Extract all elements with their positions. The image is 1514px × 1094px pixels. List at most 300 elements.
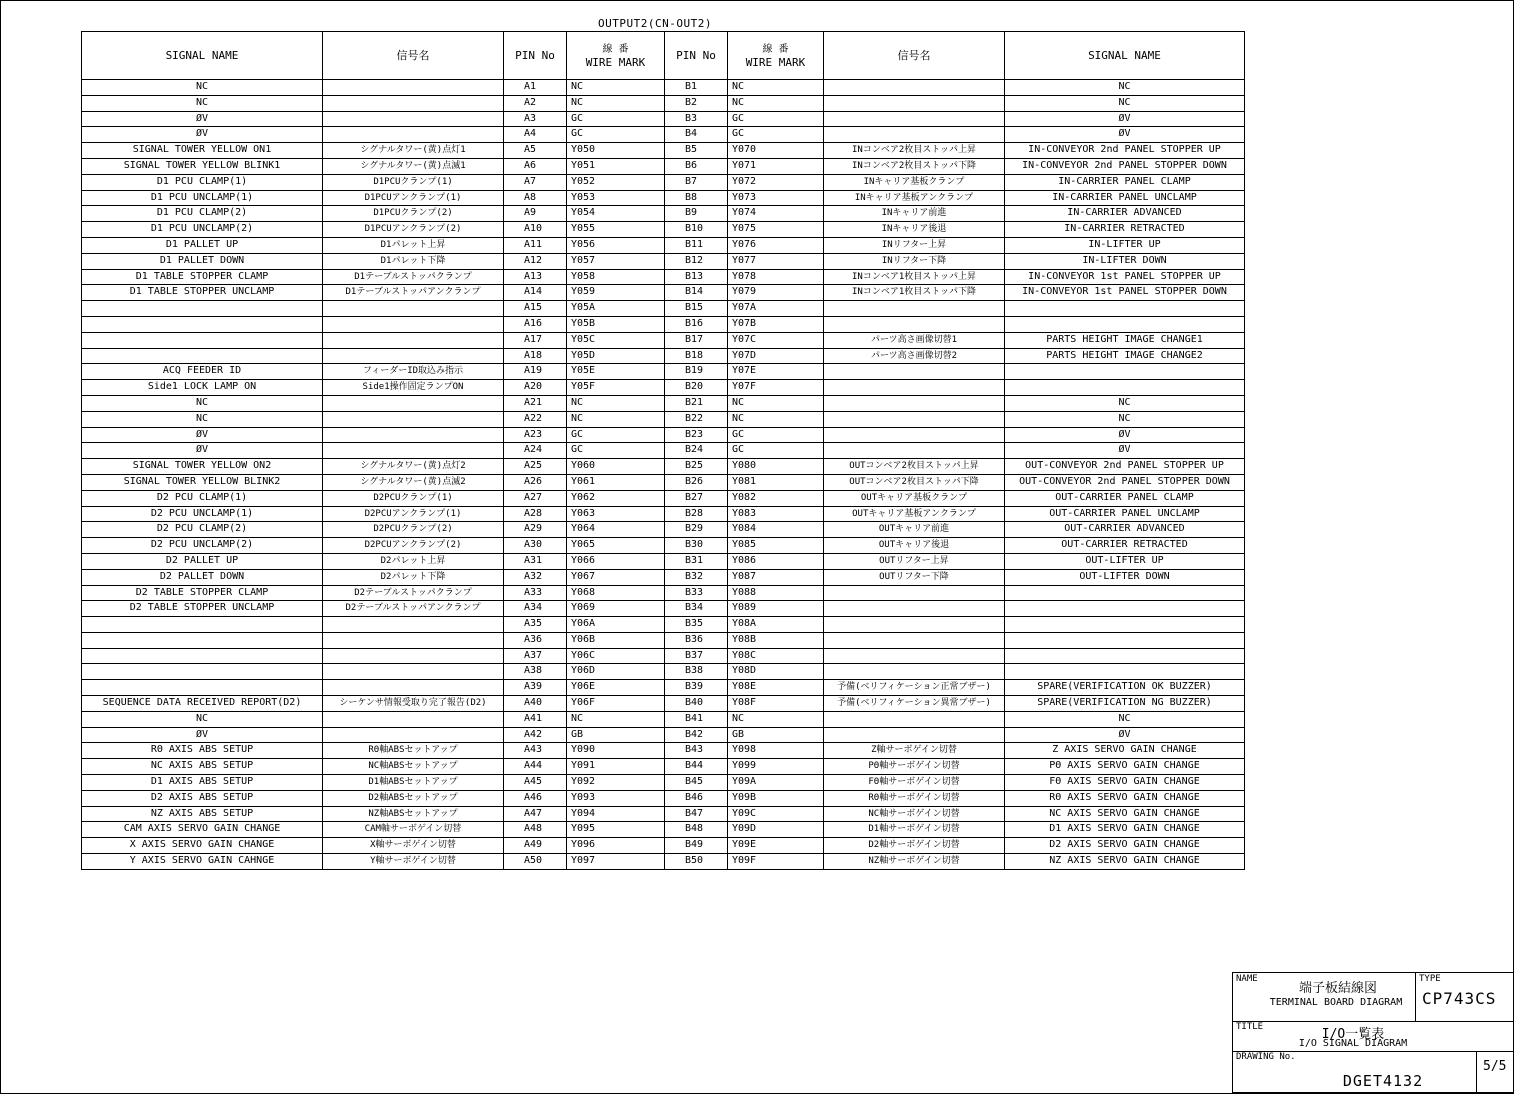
shingo-a-cell [323, 427, 504, 443]
pin-b-cell: B21 [665, 395, 728, 411]
signal-name-b-cell: OUT-CONVEYOR 2nd PANEL STOPPER DOWN [1005, 474, 1245, 490]
pin-b-cell: B27 [665, 490, 728, 506]
shingo-b-cell: INコンベア1枚目ストッパ上昇 [824, 269, 1005, 285]
pin-a-cell: A18 [504, 348, 567, 364]
pin-b-cell: B5 [665, 143, 728, 159]
wire-mark-a-cell: Y091 [567, 759, 665, 775]
shingo-a-cell [323, 301, 504, 317]
type-label: TYPE [1419, 974, 1441, 984]
signal-name-b-cell [1005, 601, 1245, 617]
wire-mark-b-cell: Y076 [728, 237, 824, 253]
wire-mark-b-cell: GC [728, 427, 824, 443]
signal-name-b-cell [1005, 364, 1245, 380]
shingo-a-cell: シグナルタワー(黄)点滅1 [323, 158, 504, 174]
pin-a-cell: A31 [504, 553, 567, 569]
table-row [82, 222, 1245, 238]
wire-mark-a-cell: Y090 [567, 743, 665, 759]
shingo-a-cell [323, 95, 504, 111]
signal-name-a-cell: D1 PCU CLAMP(1) [82, 174, 323, 190]
shingo-a-cell: D2PCUアンクランプ(2) [323, 538, 504, 554]
wire-mark-b-cell: Y099 [728, 759, 824, 775]
pin-b-cell: B41 [665, 711, 728, 727]
signal-name-a-cell: D1 PCU UNCLAMP(2) [82, 222, 323, 238]
pin-a-cell: A4 [504, 127, 567, 143]
header-wire-en: WIRE MARK [745, 55, 806, 69]
pin-b-cell: B13 [665, 269, 728, 285]
signal-name-a-cell: ØV [82, 111, 323, 127]
shingo-a-cell: D1PCUアンクランプ(1) [323, 190, 504, 206]
pin-b-cell: B36 [665, 632, 728, 648]
pin-b-cell: B50 [665, 854, 728, 870]
signal-name-b-cell: FΘ AXIS SERVO GAIN CHANGE [1005, 775, 1245, 791]
drawing-name-ja: 端子板結線図 [1298, 981, 1377, 996]
table-row [82, 522, 1245, 538]
pin-a-cell: A20 [504, 380, 567, 396]
shingo-b-cell: OUTキャリア後退 [824, 538, 1005, 554]
table-row [82, 301, 1245, 317]
pin-a-cell: A9 [504, 206, 567, 222]
shingo-b-cell [824, 601, 1005, 617]
pin-a-cell: A44 [504, 759, 567, 775]
table-row [82, 427, 1245, 443]
signal-name-b-cell: NC [1005, 411, 1245, 427]
table-row [82, 174, 1245, 190]
pin-a-cell: A21 [504, 395, 567, 411]
signal-name-b-cell: OUT-CARRIER RETRACTED [1005, 538, 1245, 554]
signal-name-b-cell: Z AXIS SERVO GAIN CHANGE [1005, 743, 1245, 759]
pin-b-cell: B49 [665, 838, 728, 854]
table-row [82, 711, 1245, 727]
pin-b-cell: B8 [665, 190, 728, 206]
signal-name-a-cell: X AXIS SERVO GAIN CHANGE [82, 838, 323, 854]
signal-name-a-cell: D2 PALLET UP [82, 553, 323, 569]
drawing-title-ja: I/O一覧表 [1321, 1027, 1385, 1042]
signal-name-b-cell [1005, 585, 1245, 601]
table-row [82, 743, 1245, 759]
pin-a-cell: A25 [504, 459, 567, 475]
shingo-a-cell: NZ軸ABSセットアップ [323, 806, 504, 822]
wire-mark-b-cell: NC [728, 711, 824, 727]
signal-name-b-cell [1005, 617, 1245, 633]
wire-mark-a-cell: Y05F [567, 380, 665, 396]
wire-mark-a-cell: Y050 [567, 143, 665, 159]
wire-mark-a-cell: Y06E [567, 680, 665, 696]
table-row [82, 854, 1245, 870]
wire-mark-a-cell: GB [567, 727, 665, 743]
pin-a-cell: A35 [504, 617, 567, 633]
shingo-b-cell [824, 301, 1005, 317]
signal-name-b-cell: IN-CARRIER PANEL UNCLAMP [1005, 190, 1245, 206]
shingo-b-cell: NZ軸サーボゲイン切替 [824, 854, 1005, 870]
wire-mark-a-cell: Y052 [567, 174, 665, 190]
pin-a-cell: A11 [504, 237, 567, 253]
pin-a-cell: A33 [504, 585, 567, 601]
title-block [1232, 972, 1514, 1093]
pin-a-cell: A27 [504, 490, 567, 506]
signal-name-b-cell: PΘ AXIS SERVO GAIN CHANGE [1005, 759, 1245, 775]
shingo-b-cell: INコンベア2枚目ストッパ下降 [824, 158, 1005, 174]
signal-name-b-cell: PARTS HEIGHT IMAGE CHANGE1 [1005, 332, 1245, 348]
shingo-a-cell [323, 648, 504, 664]
pin-a-cell: A2 [504, 95, 567, 111]
table-row [82, 332, 1245, 348]
shingo-a-cell [323, 711, 504, 727]
shingo-a-cell: Side1操作固定ランプON [323, 380, 504, 396]
wire-mark-a-cell: Y054 [567, 206, 665, 222]
signal-name-b-cell: NC [1005, 80, 1245, 96]
pin-b-cell: B42 [665, 727, 728, 743]
pin-b-cell: B12 [665, 253, 728, 269]
signal-name-a-cell: D1 PALLET UP [82, 237, 323, 253]
wire-mark-b-cell: Y080 [728, 459, 824, 475]
signal-name-b-cell: IN-LIFTER UP [1005, 237, 1245, 253]
header-wire-mark-a [567, 32, 665, 80]
wire-mark-b-cell: Y081 [728, 474, 824, 490]
table-body [82, 80, 1245, 870]
pin-b-cell: B48 [665, 822, 728, 838]
shingo-a-cell: Y軸サーボゲイン切替 [323, 854, 504, 870]
shingo-b-cell: INコンベア2枚目ストッパ上昇 [824, 143, 1005, 159]
signal-name-a-cell: RΘ AXIS ABS SETUP [82, 743, 323, 759]
signal-name-a-cell: NC [82, 95, 323, 111]
pin-a-cell: A47 [504, 806, 567, 822]
shingo-b-cell: パーツ高さ画像切替1 [824, 332, 1005, 348]
shingo-a-cell [323, 632, 504, 648]
table-row [82, 585, 1245, 601]
pin-b-cell: B17 [665, 332, 728, 348]
wire-mark-b-cell: Y085 [728, 538, 824, 554]
wire-mark-b-cell: Y08B [728, 632, 824, 648]
pin-a-cell: A32 [504, 569, 567, 585]
shingo-a-cell: D1パレット上昇 [323, 237, 504, 253]
wire-mark-a-cell: Y05A [567, 301, 665, 317]
table-row [82, 443, 1245, 459]
pin-a-cell: A28 [504, 506, 567, 522]
table-row [82, 158, 1245, 174]
pin-a-cell: A17 [504, 332, 567, 348]
table-row [82, 411, 1245, 427]
signal-name-b-cell: NC [1005, 395, 1245, 411]
wire-mark-b-cell: Y09E [728, 838, 824, 854]
table-row [82, 459, 1245, 475]
signal-name-a-cell: D1 TABLE STOPPER CLAMP [82, 269, 323, 285]
pin-b-cell: B9 [665, 206, 728, 222]
table-row [82, 838, 1245, 854]
pin-b-cell: B30 [665, 538, 728, 554]
shingo-a-cell: シーケンサ情報受取り完了報告(D2) [323, 696, 504, 712]
table-row [82, 316, 1245, 332]
wire-mark-a-cell: Y06F [567, 696, 665, 712]
wire-mark-b-cell: Y087 [728, 569, 824, 585]
shingo-a-cell [323, 395, 504, 411]
wire-mark-b-cell: Y09B [728, 790, 824, 806]
wire-mark-b-cell: Y07E [728, 364, 824, 380]
table-row [82, 285, 1245, 301]
pin-a-cell: A23 [504, 427, 567, 443]
signal-name-a-cell: Side1 LOCK LAMP ON [82, 380, 323, 396]
signal-name-a-cell [82, 648, 323, 664]
pin-b-cell: B18 [665, 348, 728, 364]
wire-mark-a-cell: Y093 [567, 790, 665, 806]
signal-name-b-cell: NC [1005, 95, 1245, 111]
pin-a-cell: A1 [504, 80, 567, 96]
shingo-a-cell: シグナルタワー(黄)点滅2 [323, 474, 504, 490]
wire-mark-b-cell: Y077 [728, 253, 824, 269]
shingo-b-cell [824, 364, 1005, 380]
signal-name-b-cell: OUT-LIFTER UP [1005, 553, 1245, 569]
shingo-b-cell: D1軸サーボゲイン切替 [824, 822, 1005, 838]
shingo-b-cell: パーツ高さ画像切替2 [824, 348, 1005, 364]
wire-mark-a-cell: Y068 [567, 585, 665, 601]
signal-name-b-cell [1005, 316, 1245, 332]
table-title: OUTPUT2(CN-OUT2) [598, 17, 712, 30]
shingo-a-cell: D2軸ABSセットアップ [323, 790, 504, 806]
signal-name-a-cell: SIGNAL TOWER YELLOW BLINK2 [82, 474, 323, 490]
shingo-b-cell: NC軸サーボゲイン切替 [824, 806, 1005, 822]
pin-a-cell: A22 [504, 411, 567, 427]
wire-mark-b-cell: Y07F [728, 380, 824, 396]
pin-b-cell: B39 [665, 680, 728, 696]
signal-name-a-cell: D2 TABLE STOPPER UNCLAMP [82, 601, 323, 617]
table-row [82, 506, 1245, 522]
header-signal-name-left: SIGNAL NAME [82, 32, 323, 80]
pin-b-cell: B24 [665, 443, 728, 459]
wire-mark-b-cell: Y084 [728, 522, 824, 538]
pin-a-cell: A43 [504, 743, 567, 759]
shingo-a-cell: D1PCUクランプ(2) [323, 206, 504, 222]
pin-a-cell: A36 [504, 632, 567, 648]
pin-a-cell: A7 [504, 174, 567, 190]
wire-mark-a-cell: Y059 [567, 285, 665, 301]
signal-name-a-cell: NZ AXIS ABS SETUP [82, 806, 323, 822]
shingo-a-cell: D2PCUクランプ(2) [323, 522, 504, 538]
table-row [82, 680, 1245, 696]
shingo-b-cell: INキャリア基板アンクランプ [824, 190, 1005, 206]
signal-name-a-cell: D2 PCU CLAMP(1) [82, 490, 323, 506]
wire-mark-b-cell: Y09F [728, 854, 824, 870]
sheet-number: 5/5 [1483, 1059, 1507, 1074]
table-row [82, 727, 1245, 743]
pin-a-cell: A16 [504, 316, 567, 332]
table-row [82, 775, 1245, 791]
header-wire-mark-b [728, 32, 824, 80]
shingo-a-cell [323, 332, 504, 348]
signal-name-a-cell: D2 AXIS ABS SETUP [82, 790, 323, 806]
pin-b-cell: B19 [665, 364, 728, 380]
table-row [82, 617, 1245, 633]
signal-name-b-cell: ØV [1005, 111, 1245, 127]
wire-mark-a-cell: NC [567, 80, 665, 96]
shingo-b-cell: INリフター上昇 [824, 237, 1005, 253]
wire-mark-b-cell: Y08E [728, 680, 824, 696]
header-wire-en: WIRE MARK [585, 55, 646, 69]
signal-name-b-cell: RΘ AXIS SERVO GAIN CHANGE [1005, 790, 1245, 806]
shingo-b-cell: 予備(ベリフィケーション異常ブザー) [824, 696, 1005, 712]
shingo-a-cell: フィーダーID取込み指示 [323, 364, 504, 380]
pin-b-cell: B4 [665, 127, 728, 143]
header-pin-no-b: PIN No [665, 32, 728, 80]
shingo-a-cell [323, 664, 504, 680]
pin-b-cell: B7 [665, 174, 728, 190]
sheet-box [1476, 1051, 1514, 1092]
signal-name-b-cell: IN-CONVEYOR 2nd PANEL STOPPER DOWN [1005, 158, 1245, 174]
signal-name-b-cell: OUT-CARRIER ADVANCED [1005, 522, 1245, 538]
pin-b-cell: B43 [665, 743, 728, 759]
table-row [82, 80, 1245, 96]
table-row [82, 190, 1245, 206]
signal-name-b-cell: OUT-LIFTER DOWN [1005, 569, 1245, 585]
pin-b-cell: B31 [665, 553, 728, 569]
shingo-b-cell: PΘ軸サーボゲイン切替 [824, 759, 1005, 775]
wire-mark-a-cell: Y05D [567, 348, 665, 364]
wire-mark-a-cell: Y092 [567, 775, 665, 791]
signal-name-b-cell: ØV [1005, 427, 1245, 443]
wire-mark-b-cell: Y073 [728, 190, 824, 206]
wire-mark-b-cell: Y08C [728, 648, 824, 664]
pin-b-cell: B37 [665, 648, 728, 664]
signal-name-b-cell: IN-LIFTER DOWN [1005, 253, 1245, 269]
wire-mark-a-cell: NC [567, 395, 665, 411]
signal-name-a-cell [82, 632, 323, 648]
wire-mark-a-cell: Y060 [567, 459, 665, 475]
pin-a-cell: A3 [504, 111, 567, 127]
table-row [82, 474, 1245, 490]
table-row [82, 111, 1245, 127]
wire-mark-a-cell: Y097 [567, 854, 665, 870]
shingo-a-cell: D2パレット上昇 [323, 553, 504, 569]
wire-mark-b-cell: Y07B [728, 316, 824, 332]
wire-mark-a-cell: Y069 [567, 601, 665, 617]
wire-mark-b-cell: Y071 [728, 158, 824, 174]
wire-mark-b-cell: Y088 [728, 585, 824, 601]
table-row [82, 364, 1245, 380]
signal-name-b-cell: OUT-CONVEYOR 2nd PANEL STOPPER UP [1005, 459, 1245, 475]
shingo-a-cell: D1PCUアンクランプ(2) [323, 222, 504, 238]
signal-name-a-cell: D1 AXIS ABS SETUP [82, 775, 323, 791]
wire-mark-b-cell: NC [728, 395, 824, 411]
shingo-a-cell [323, 80, 504, 96]
shingo-b-cell: Z軸サーボゲイン切替 [824, 743, 1005, 759]
signal-name-b-cell: ØV [1005, 127, 1245, 143]
wire-mark-b-cell: GC [728, 443, 824, 459]
pin-b-cell: B44 [665, 759, 728, 775]
shingo-b-cell: 予備(ベリフィケーション正常ブザー) [824, 680, 1005, 696]
signal-name-b-cell: IN-CARRIER RETRACTED [1005, 222, 1245, 238]
signal-name-a-cell: ØV [82, 427, 323, 443]
wire-mark-a-cell: Y062 [567, 490, 665, 506]
table-row [82, 206, 1245, 222]
shingo-a-cell: CAM軸サーボゲイン切替 [323, 822, 504, 838]
shingo-a-cell [323, 411, 504, 427]
pin-b-cell: B10 [665, 222, 728, 238]
signal-name-b-cell: IN-CARRIER ADVANCED [1005, 206, 1245, 222]
signal-name-a-cell: NC [82, 80, 323, 96]
signal-name-a-cell: ØV [82, 727, 323, 743]
pin-a-cell: A41 [504, 711, 567, 727]
pin-b-cell: B20 [665, 380, 728, 396]
header-signal-name-right: SIGNAL NAME [1005, 32, 1245, 80]
shingo-b-cell [824, 585, 1005, 601]
shingo-b-cell [824, 427, 1005, 443]
drawing-number: DGET4132 [1342, 1072, 1424, 1090]
wire-mark-a-cell: GC [567, 443, 665, 459]
table-row [82, 237, 1245, 253]
signal-name-b-cell: IN-CONVEYOR 1st PANEL STOPPER DOWN [1005, 285, 1245, 301]
wire-mark-a-cell: Y06A [567, 617, 665, 633]
pin-b-cell: B3 [665, 111, 728, 127]
shingo-a-cell [323, 111, 504, 127]
title-label: TITLE [1236, 1022, 1264, 1032]
table-row [82, 490, 1245, 506]
signal-name-a-cell: CAM AXIS SERVO GAIN CHANGE [82, 822, 323, 838]
table-row [82, 269, 1245, 285]
shingo-b-cell [824, 711, 1005, 727]
io-signal-table [81, 31, 1245, 870]
signal-name-a-cell [82, 301, 323, 317]
wire-mark-a-cell: Y05B [567, 316, 665, 332]
table-row [82, 380, 1245, 396]
shingo-a-cell: D2パレット下降 [323, 569, 504, 585]
pin-b-cell: B22 [665, 411, 728, 427]
title-block-drawing-row [1233, 1051, 1513, 1092]
wire-mark-b-cell: Y074 [728, 206, 824, 222]
signal-name-a-cell: D1 PALLET DOWN [82, 253, 323, 269]
shingo-a-cell: D1パレット下降 [323, 253, 504, 269]
shingo-b-cell [824, 617, 1005, 633]
shingo-b-cell: OUTコンベア2枚目ストッパ上昇 [824, 459, 1005, 475]
pin-a-cell: A10 [504, 222, 567, 238]
wire-mark-a-cell: Y065 [567, 538, 665, 554]
signal-name-b-cell [1005, 301, 1245, 317]
wire-mark-a-cell: Y053 [567, 190, 665, 206]
signal-name-a-cell: D2 TABLE STOPPER CLAMP [82, 585, 323, 601]
signal-name-a-cell [82, 664, 323, 680]
shingo-b-cell [824, 411, 1005, 427]
wire-mark-b-cell: NC [728, 80, 824, 96]
signal-name-a-cell: NC [82, 711, 323, 727]
wire-mark-b-cell: NC [728, 95, 824, 111]
pin-b-cell: B32 [665, 569, 728, 585]
wire-mark-b-cell: Y086 [728, 553, 824, 569]
pin-a-cell: A30 [504, 538, 567, 554]
signal-name-a-cell: NC AXIS ABS SETUP [82, 759, 323, 775]
pin-b-cell: B14 [665, 285, 728, 301]
wire-mark-a-cell: Y095 [567, 822, 665, 838]
title-block-title-row [1233, 1021, 1513, 1052]
signal-name-b-cell: ØV [1005, 443, 1245, 459]
pin-b-cell: B15 [665, 301, 728, 317]
wire-mark-a-cell: Y06D [567, 664, 665, 680]
signal-name-b-cell: ØV [1005, 727, 1245, 743]
shingo-b-cell [824, 380, 1005, 396]
wire-mark-a-cell: Y066 [567, 553, 665, 569]
shingo-a-cell: シグナルタワー(黄)点灯2 [323, 459, 504, 475]
wire-mark-a-cell: Y094 [567, 806, 665, 822]
shingo-a-cell: D2PCUアンクランプ(1) [323, 506, 504, 522]
table-row [82, 648, 1245, 664]
signal-name-b-cell [1005, 664, 1245, 680]
table-row [82, 395, 1245, 411]
shingo-a-cell: D1軸ABSセットアップ [323, 775, 504, 791]
pin-b-cell: B45 [665, 775, 728, 791]
wire-mark-b-cell: Y082 [728, 490, 824, 506]
wire-mark-a-cell: Y067 [567, 569, 665, 585]
shingo-b-cell [824, 80, 1005, 96]
table-row [82, 601, 1245, 617]
pin-a-cell: A37 [504, 648, 567, 664]
wire-mark-a-cell: Y06B [567, 632, 665, 648]
pin-b-cell: B11 [665, 237, 728, 253]
